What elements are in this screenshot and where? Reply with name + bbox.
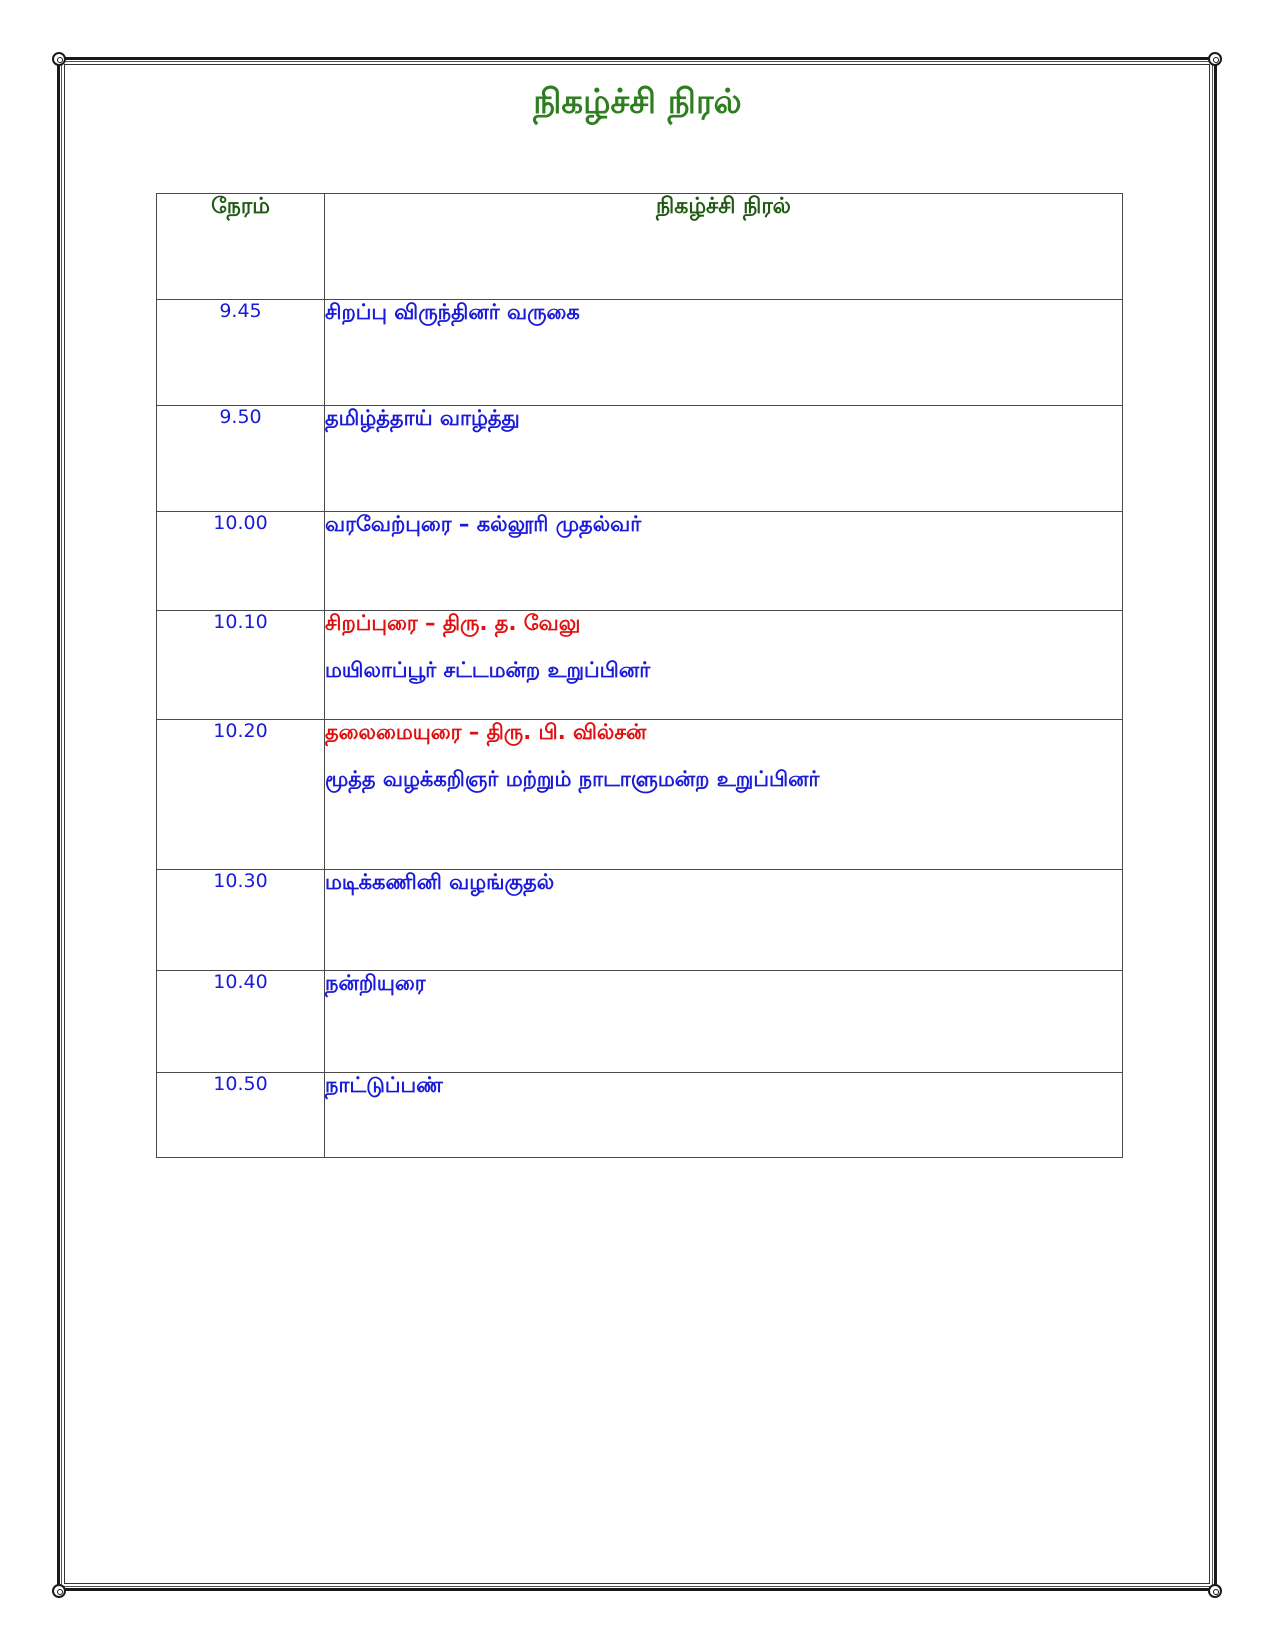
page-title: நிகழ்ச்சி நிரல் (533, 82, 742, 122)
event-line: நன்றியுரை (325, 971, 426, 995)
table-row (157, 406, 1123, 512)
row-time: 10.10 (157, 611, 325, 720)
row-time: 10.40 (157, 971, 325, 1073)
event-line: சிறப்புரை – திரு. த. வேலு (325, 611, 581, 635)
row-time: 10.30 (157, 870, 325, 971)
row-time: 10.00 (157, 512, 325, 611)
table-row (157, 870, 1123, 971)
header-time: நேரம் (157, 194, 325, 300)
row-event (325, 300, 1123, 406)
schedule-table (156, 193, 1123, 1158)
header-event: நிகழ்ச்சி நிரல் (325, 194, 1123, 300)
row-time: 10.20 (157, 720, 325, 870)
event-line: தலைமையுரை – திரு. பி. வில்சன் (325, 720, 647, 744)
row-event (325, 512, 1123, 611)
corner-ornament-bottom-right (1208, 1584, 1222, 1598)
event-line: வரவேற்புரை – கல்லூரி முதல்வர் (325, 512, 642, 536)
table-row (157, 971, 1123, 1073)
row-time: 9.50 (157, 406, 325, 512)
row-event (325, 1073, 1123, 1158)
event-line: சிறப்பு விருந்தினர் வருகை (325, 300, 580, 324)
table-row (157, 1073, 1123, 1158)
table-row (157, 300, 1123, 406)
event-subline: மயிலாப்பூர் சட்டமன்ற உறுப்பினர் (325, 658, 651, 682)
event-line: தமிழ்த்தாய் வாழ்த்து (325, 406, 520, 430)
event-subline: மூத்த வழக்கறிஞர் மற்றும் நாடாளுமன்ற உறுப்பினர் (325, 767, 820, 791)
table-row (157, 611, 1123, 720)
table-row (157, 720, 1123, 870)
corner-ornament-bottom-left (52, 1584, 66, 1598)
row-event (325, 406, 1123, 512)
row-time: 10.50 (157, 1073, 325, 1158)
row-event (325, 971, 1123, 1073)
row-time: 9.45 (157, 300, 325, 406)
corner-ornament-top-right (1208, 52, 1222, 66)
row-event (325, 870, 1123, 971)
table-header-row (157, 194, 1123, 300)
corner-ornament-top-left (52, 52, 66, 66)
row-event (325, 720, 1123, 870)
event-line: நாட்டுப்பண் (325, 1073, 443, 1097)
event-line: மடிக்கணினி வழங்குதல் (325, 870, 555, 894)
row-event (325, 611, 1123, 720)
table-row (157, 512, 1123, 611)
